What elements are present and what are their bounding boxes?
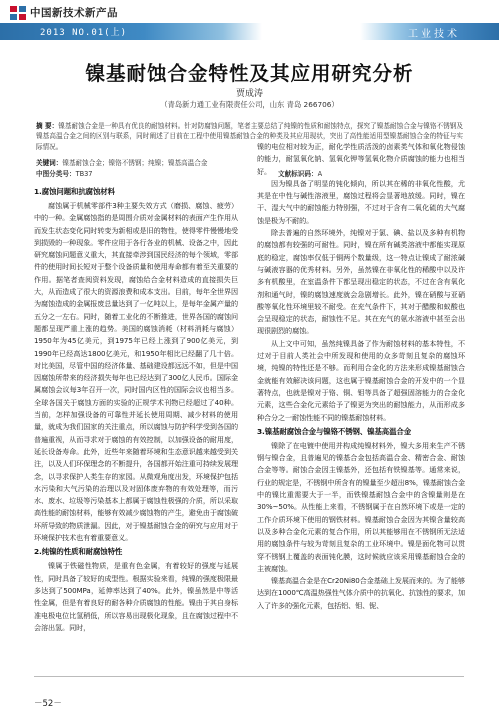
author: 贾成涛 — [235, 89, 263, 99]
keywords-text: 镍基耐蚀合金；镍铬不锈钢；纯镍；镍基高温合金 — [62, 159, 208, 167]
article-title: 镍基耐蚀合金特性及其应用研究分析 — [85, 62, 414, 85]
body-paragraph: 镍属于铁磁性物质，是重有色金属，有着较好的强度与延展性，同时具备了较好的成型性。根据实验来看，纯镍的强度极限最多达到了500MPa，延伸率达到了40%。此外，镍虽然是中等活性金属，但是有着良好的耐各种介质腐蚀的性能。镍由于其自身标准电极电位比氢稍低，所以容易出现极化现象，且在腐蚀过程中不会溶出氢。同时， — [34, 561, 238, 632]
page-number: －52－ — [34, 699, 62, 709]
page-header — [0, 0, 499, 44]
issue-label: 2013 NO.01(上) — [40, 28, 128, 38]
body-paragraph: 镍基高温合金是在Cr20Ni80合金基础上发展而来的。为了能够达到在1000℃高温热强性气体介质中的抗氧化、抗蚀性的要求，加入了许多的强化元素，包括铝、钼、铌、 — [257, 576, 465, 610]
body-paragraph: 因为镍具备了明显的钝化倾向，所以其在稀的非氧化性酸，尤其是在中性与碱性溶液里，腐蚀过程将会显著地放缓。同时，镍在干、湿大气中的耐蚀能力特别强，不过对于含有二氧化硫的大气腐蚀是极为不耐的。 — [257, 178, 465, 225]
keywords — [36, 157, 207, 167]
section-heading-1: 1.腐蚀问题和抗腐蚀材料 — [34, 187, 115, 196]
abstract-text: 镍基耐蚀合金是一种具有优良的耐蚀材料。针对防腐蚀问题，笔者主要总结了纯镍的性质和耐蚀特点，探究了镍基耐蚀合金与镍铬不锈钢及镍基高温合金之间的区别与联系，同时阐述了目前在工程中使用镍基耐蚀合金的种类及其应用现状，突出了高性能适用型镍基耐蚀合金的特征与实际情况。 — [36, 122, 464, 151]
magazine-logo-icon — [10, 6, 26, 20]
classification-label: 中图分类号： — [36, 170, 76, 178]
section-heading-2: 2.纯镍的性质和耐腐蚀特性 — [34, 547, 123, 557]
doc-code-label: 文献标识码： — [278, 170, 318, 178]
doc-code-text: A — [317, 170, 323, 178]
body-paragraph: 从上文中可知，虽然纯镍具备了作为耐蚀材料的基本特性，不过对于目前人类社会中所发现和使用的众多苛刻且复杂的腐蚀环境，纯镍的特性还是不够。而利用合金化的方法来形成镍基耐蚀合金就能有效解决该问题，这也属于镍基耐蚀合金的开发中的一个显著特点，也就是镍对于铬、铜、钼等具备了超强固溶能力的合金化元素，这些合金化元素给予了镍更为突出的耐蚀能力，从而形成多种合分之一耐蚀性能不同的镍基耐蚀材料。 — [257, 338, 465, 422]
classification-text: TB37 — [75, 170, 93, 178]
affiliation: （青岛新力通工业有限责任公司，山东 青岛 266706） — [160, 100, 339, 109]
column-label: 工业技术 — [408, 29, 460, 40]
body-paragraph: 除去普遍的自然环境外，纯镍对于氯、碘、盐以及多种有机物的腐蚀都有较强的可耐性。同时，镍在所有碱类溶液中都能实现原底的稳定，腐蚀率仅低于铜两个数量级，这一特点让镍成了耐浓碱与碱液容器的优秀材料。另外，虽然镍在非氧化性的稀酸中以及许多有机酸里，在室温条件下都呈现出稳定的状态，不过在含有氧化剂和通气时，镍的腐蚀速度就会急剧增长。此外，镍在硝酸与亚硝酸等氧化性环境里较不耐受。在充气条件下，其对于醋酸和蚁酸也会呈现稳定的状态，耐蚀性不足。其在充气的氨水溶液中甚至会出现很剧烈的腐蚀。 — [257, 228, 465, 336]
keywords-label: 关键词： — [36, 159, 63, 167]
section-heading-3: 3.镍基耐腐蚀合金与镍铬不锈钢、镍基高温合金 — [257, 426, 412, 436]
abstract-label: 摘 要： — [36, 122, 59, 130]
footer-rule — [34, 676, 464, 677]
left-column — [34, 184, 238, 634]
classification — [36, 168, 93, 178]
right-column — [257, 141, 465, 612]
magazine-name: 中国新技术新产品 — [30, 7, 118, 19]
body-paragraph: 镍的电位相对较为正，耐化学性质活泼的卤素类气体和氧化物侵蚀的能力，耐氢氧化钠、氢氧化钾等氢氧化物介质腐蚀的能力也相当好。 — [257, 142, 465, 176]
body-paragraph: 镍除了在电镀中使用并构成纯镍材料外，镍大多用来生产不锈钢与镍合金，且普遍见的镍基合金包括高温合金、精密合金、耐蚀合金等等。耐蚀合金因主镍基外，还包括有铁镍基等。通常来说，行业的规定是，不锈钢中所含有的镍量至少超出8%，镍基耐蚀合金中的镍比重需要大于一半，而铁镍基耐蚀合金中的含镍量则是在30%~50%。从性能上来看，不锈钢属于在自然环境下或是一定的工作介质环境下使用的钢铁材料。镍基耐蚀合金因为其镍含量较高以及多种合金化元素的复合作用，所以其能够用在不锈钢所无法适用的腐蚀条件与较为苛刻且复杂的工业环境中。镍是面化物可以贯穿不锈钢上覆盖的表面钝化膜，这时候就应该采用镍基耐蚀合金的主被腐蚀。 — [257, 440, 465, 573]
body-paragraph: 腐蚀属于机械零部件3种主要失效方式（磨损、腐蚀、疲劳）中的一种。金属腐蚀指的是周围介质对金属材料的表面产生作用从而发生状态变化同时转变为新相或是旧的物性，使得零件慢慢地受到损毁的一种现象。零件应用于各行各业的机械、设备之中，因此研究腐蚀问题意义重大，其直接牵涉到国民经济的每个领域，零部件的使用时间长短对于整个设备质量和使用寿命都有着至关重要的作用。据笔者查阅资料发现，腐蚀给合金材料造成的直接损失巨大，从而造成了很大的资源浪费和成本支出。目前，每年全世界因为腐蚀造成的金属报废总量达到了一亿吨以上，是每年金属产量的五分之一左右。同时，随着工业化的不断推进，世界各国的腐蚀问题都呈现严重上涨的趋势。美国的腐蚀消耗（材料消耗与腐蚀）1950年为45亿美元，到1975年已经上涨到了900亿美元，到1990年已经高达1800亿美元，和1950年相比已经翻了几十倍。对比美国，尽管中国的经济体量、基础建设都远远不如，但是中国因腐蚀所带来的经济损失每年也已经达到了300亿人民币。国际金属腐蚀会议每3年召开一次，同时国内区性的国际会议也相当多。全球各国关于腐蚀方面的实验的正规学术刊物已经超过了40种。当前，怎样加强设备的可靠性并延长使用周期、减少材料的使用量，就成为我们国家的关注重点，所以腐蚀与防护科学受到各国的普遍重视，从而寻求对于腐蚀的有效控制，以加强设备的耐用度，延长设备寿命。此外，近些年来随着环境和生态意识越来越受到关注，以及人们环保理念的不断提升，各国都开始注重可持续发展理念，以寻求保护人类生存的家园。从微观角度出发，环境保护包括水污染和大气污染的治理以及对固体废弃物的有效处理等，而污水、废水、垃圾等污染基本上都属于腐蚀性极强的介质，所以采取高性能的耐蚀材料，能够有效减少腐蚀物的产生，避免由于腐蚀破坏所导致的物质泄漏。因此，对于镍基耐蚀合金的研究与应用对于环境保护技术也有着重要意义。 — [34, 201, 238, 543]
